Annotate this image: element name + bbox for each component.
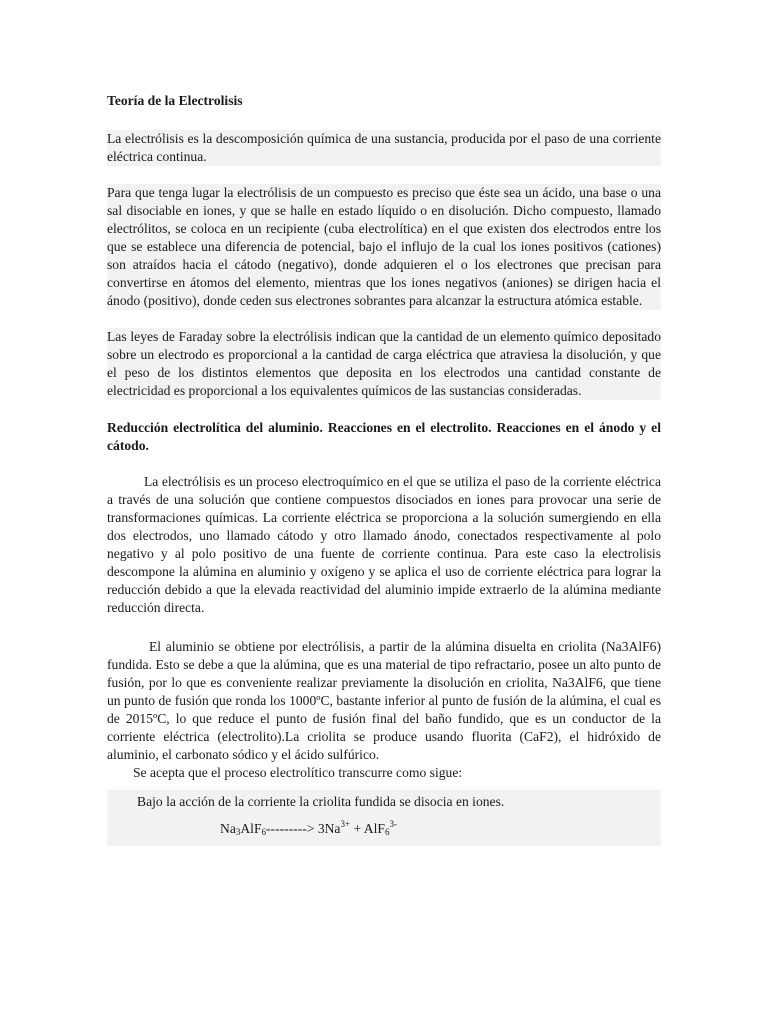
paragraph-conditions: Para que tenga lugar la electrólisis de un compuesto es preciso que éste sea un ácido, una base o una sal disociable en iones, y que se halle en estado líquido o en disolución. Dicho compuesto, llamado electrólitos, se coloca en un recipiente (cuba electrolítica) en el que existen dos electrodos entre los que se establece una diferencia de potencial, bajo el influjo de la cual los iones positivos (cationes) son atraídos hacia el cátodo (negativo), donde adquieren el o los electrones que precisan para convertirse en átomos del elemento, mientras que los iones negativos (aniones) se dirigen hacia el ánodo (positivo), donde ceden sus electrones sobrantes para alcanzar la estructura atómica estable. <box>107 185 661 308</box>
paragraph-process-intro: Se acepta que el proceso electrolítico transcurre como sigue: <box>133 765 463 780</box>
paragraph-definition: La electrólisis es la descomposición química de una sustancia, producida por el paso de una corriente eléctrica continua. <box>107 131 661 164</box>
dissociation-formula: $Na_3AlF_6---------> 3Na^{3+} + AlF_6^{3-}$ <box>220 819 397 837</box>
paragraph-electrolysis-process: La electrólisis es un proceso electroquímico en el que se utiliza el paso de la corriente eléctrica a través de una solución que contiene compuestos disociados en iones para provocar una serie de transformaciones químicas. La corriente eléctrica se proporciona a la solución sumergiendo en ella dos electrodos, uno llamado cátodo y otro llamado ánodo, conectados respectivamente al polo negativo y al polo positivo de una fuente de corriente continua. Para este caso la electrolisis descompone la alúmina en aluminio y oxígeno y se aplica el uso de corriente eléctrica para lograr la reducción debido a que la elevada reactividad del aluminio impide extraerlo de la alúmina mediante reducción directa. <box>107 474 661 615</box>
reaction-box <box>107 790 661 846</box>
document-body <box>107 92 661 846</box>
document-title: Teoría de la Electrolisis <box>107 93 243 108</box>
section-heading-aluminium-reduction: Reducción electrolítica del aluminio. Reacciones en el electrolito. Reacciones en el ánodo y el cátodo. <box>107 420 661 453</box>
reaction-box-text: Bajo la acción de la corriente la criolita fundida se disocia en iones. <box>137 794 505 809</box>
paragraph-faraday-laws: Las leyes de Faraday sobre la electrólisis indican que la cantidad de un elemento químico depositado sobre un electrodo es proporcional a la cantidad de carga eléctrica que atraviesa la disolución, y que el peso de los distintos elementos que deposita en los electrodos una cantidad constante de electricidad es proporcional a los equivalentes químicos de las sustancias consideradas. <box>107 329 661 398</box>
paragraph-aluminium-production: El aluminio se obtiene por electrólisis, a partir de la alúmina disuelta en criolita (Na3AlF6) fundida. Esto se debe a que la alúmina, que es una material de tipo refractario, posee un alto punto de fusión, por lo que es conveniente realizar previamente la disolución en criolita, Na3AlF6, que tiene un punto de fusión que ronda los 1000ºC, bastante inferior al punto de fusión de la alúmina, el cual es de 2015ºC, lo que reduce el punto de fusión final del baño fundido, que es un conductor de la corriente eléctrica (electrolito).La criolita se produce usando fluorita (CaF2), el hidróxido de aluminio, el carbonato sódico y el ácido sulfúrico. <box>107 639 661 762</box>
